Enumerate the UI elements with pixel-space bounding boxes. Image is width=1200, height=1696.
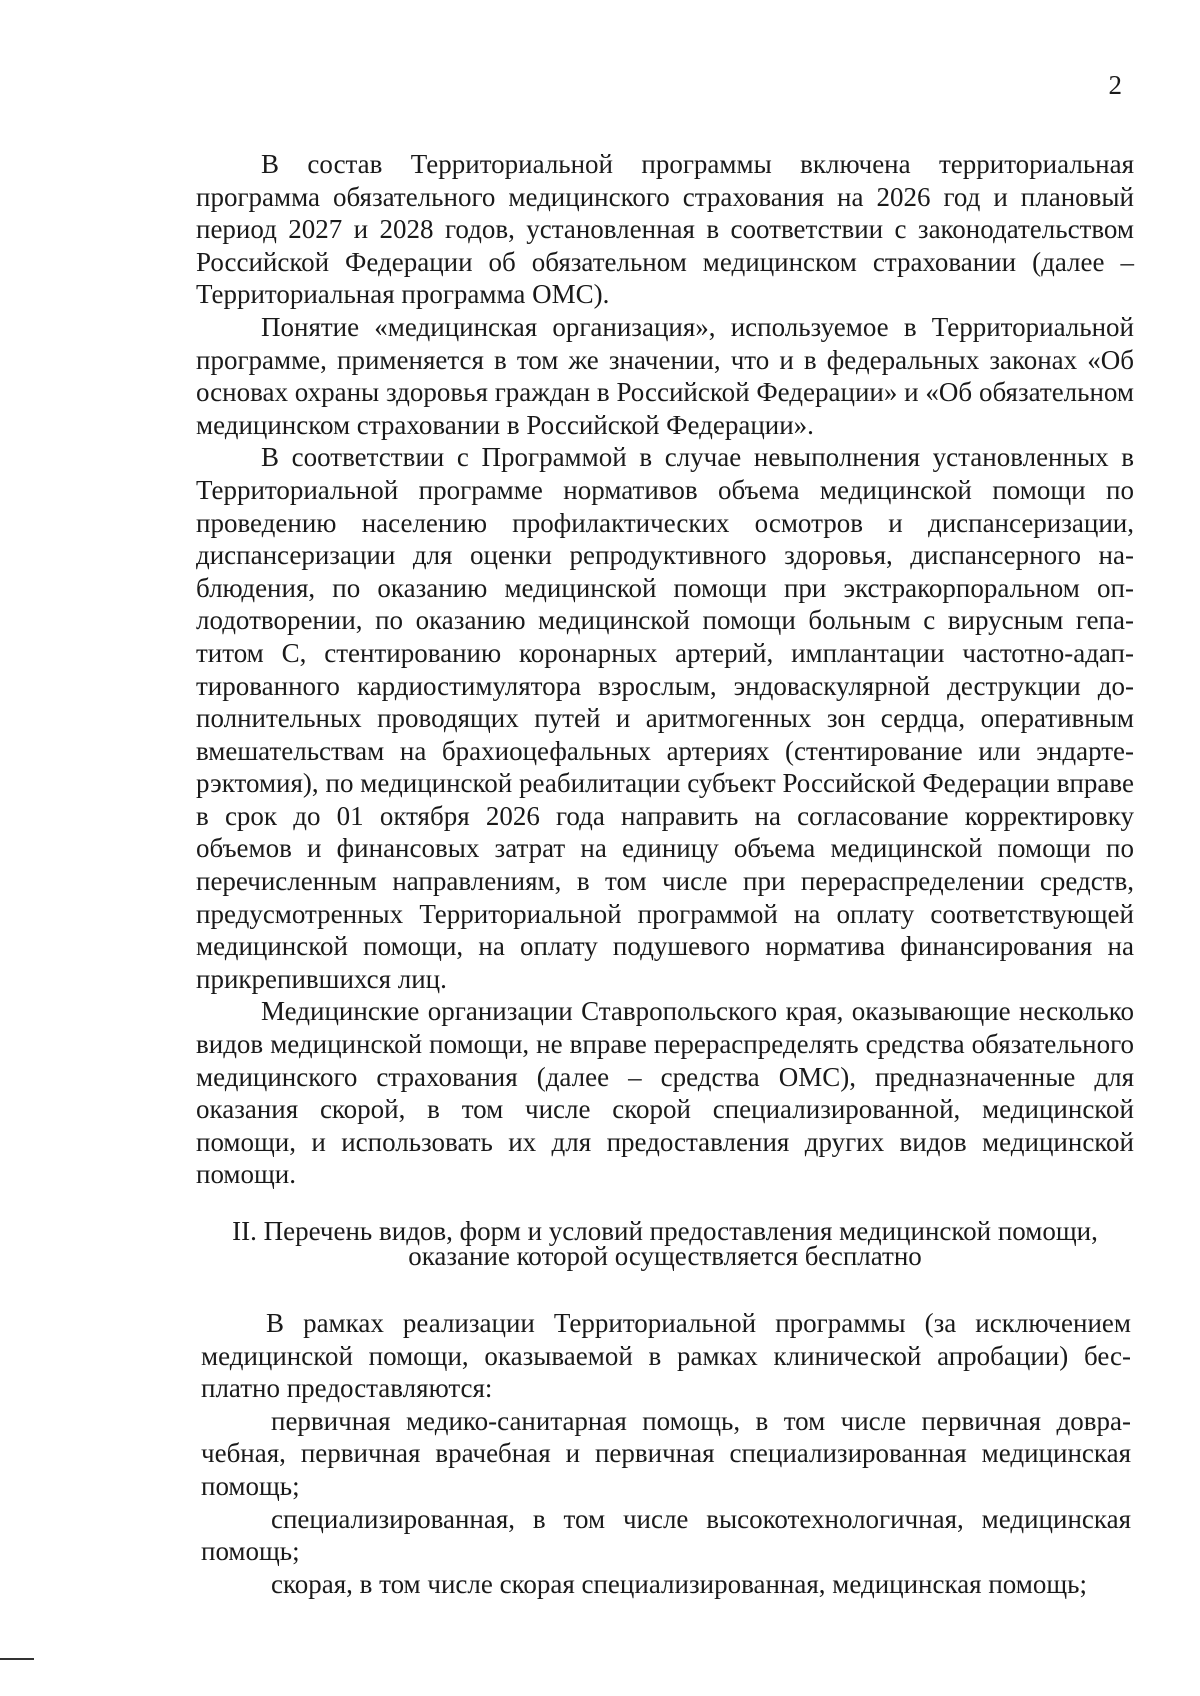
section-heading-line-2: оказание которой осуществляется бесплатно [408, 1241, 922, 1271]
section-heading-line-1: II. Перечень видов, форм и условий предоставления медицинской помощи, [232, 1216, 1098, 1246]
paragraph-territorial-oms: В состав Территориальной программы включена территориальная программа обязательного медицинского страхования на 2026 год и плановый период 2027 и 2028 годов, установленная в соответствии с законодательством Российской Федерации об обязательном медицинском страховании (далее – Территориальная программа ОМС). [196, 149, 1134, 310]
paragraph-funds-redistribution: Медицинские организации Ставропольского края, оказывающие несколько видов медицинской помощи, не вправе перераспределять средства обязательного медицинского страхования (далее – средства ОМС), предназначенные для оказания скорой, в том числе скорой специализированной, медицинской помощи, и использовать их для предоставления других видов медицинской помощи. [196, 996, 1134, 1190]
section-intro [196, 148, 1134, 1191]
section-free-care [201, 1307, 1131, 1600]
list-item-specialized-care: специализированная, в том числе высокотехнологичная, медицинская помощь; [201, 1503, 1131, 1567]
page-number: 2 [1108, 70, 1122, 100]
section-heading [196, 1216, 1134, 1271]
scan-edge-mark [0, 1658, 34, 1660]
list-item-primary-care: первичная медико-санитарная помощь, в том числе первичная доврачебная, первичная врачебная и первичная специализированная медицинская помощь; [201, 1405, 1131, 1501]
paragraph-volume-correction: В соответствии с Программой в случае невыполнения установленных в Территориальной программе нормативов объема медицинской помощи по проведению населению профилактических осмотров и диспансеризации, диспансеризации для оценки репродуктивного здоровья, диспансерного наблюдения, по оказанию медицинской помощи при экстракорпоральном оплодотворении, по оказанию медицинской помощи больным с вирусным гепатитом С, стентированию коронарных артерий, имплантации частотно-адаптированного кардиостимулятора взрослым, эндоваскулярной деструкции дополнительных проводящих путей и аритмогенных зон сердца, оперативным вмешательствам на брахиоцефальных артериях (стентирование или эндартерэктомия), по медицинской реабилитации субъект Российской Федерации вправе в срок до 01 октября 2026 года направить на согласование корректировку объемов и финансовых затрат на единицу объема медицинской помощи по перечисленным направлениям, в том числе при перераспределении средств, предусмотренных Территориальной программой на оплату соответствующей медицинской помощи, на оплату подушевого норматива финансирования на прикрепившихся лиц. [196, 442, 1134, 994]
document-body [196, 148, 1134, 1600]
paragraph-medical-organization-definition: Понятие «медицинская организация», используемое в Территориальной программе, применяется в том же значении, что и в федеральных законах «Об основах охраны здоровья граждан в Российской Федерации» и «Об обязательном медицинском страховании в Российской Федерации». [196, 311, 1134, 440]
list-item-emergency-care: скорая, в том числе скорая специализированная, медицинская помощь; [271, 1568, 1087, 1599]
paragraph-free-care-intro: В рамках реализации Территориальной программы (за исключением медицинской помощи, оказываемой в рамках клинической апробации) бесплатно предоставляются: [201, 1308, 1131, 1404]
